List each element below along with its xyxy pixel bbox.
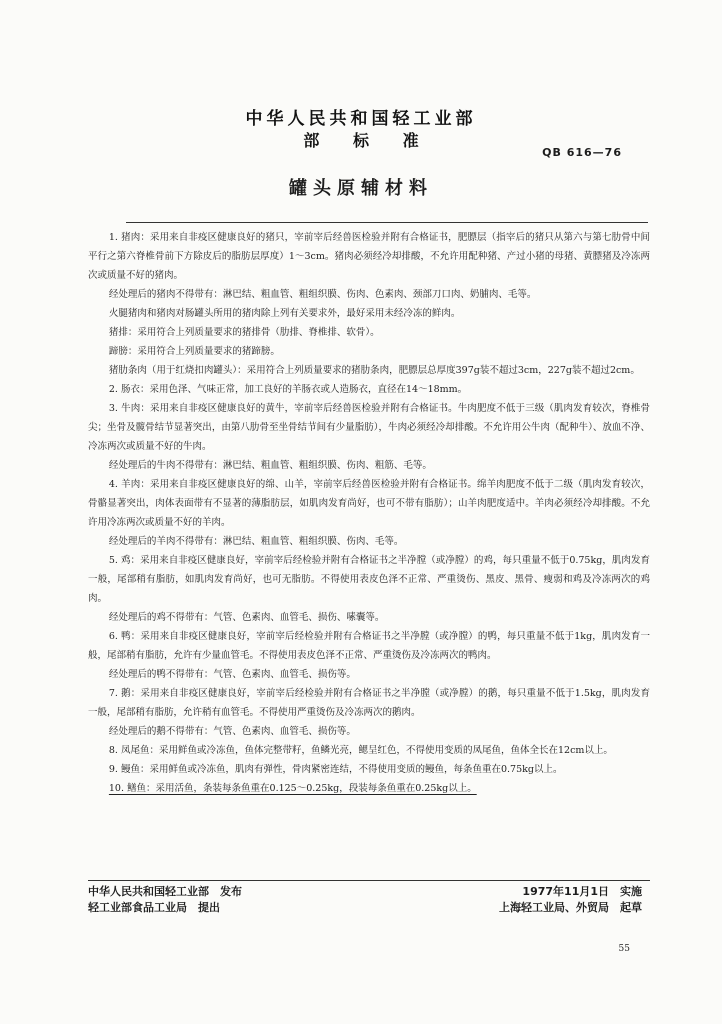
footer-right [499,884,642,916]
paragraph: 经处理后的牛肉不得带有：淋巴结、粗血管、粗组织膜、伤肉、粗筋、毛等。 [108,460,432,471]
paragraph-beef: 3. 牛肉：采用来自非疫区健康良好的黄牛，宰前宰后经兽医检验并附有合格证书。牛肉肥度不低于三级（肌肉发育较次，脊椎骨尖；坐骨及髋骨结节显著突出，由第八肋骨至坐骨结节间有少量脂肪），牛肉必须经冷却排酸。不允许用公牛肉（配种牛）、放血不净、冷冻两次或质量不好的牛肉。 [88,403,650,452]
top-divider [126,222,648,223]
paragraph: 猪肋条肉（用于红烧扣肉罐头）：采用符合上列质量要求的猪肋条肉，肥膘层总厚度397g装不超过3cm，227g装不超过2cm。 [108,365,640,376]
paragraph-duck: 6. 鸭：采用来自非疫区健康良好，宰前宰后经检验并附有合格证书之半净膛（或净膛）的鸭，每只重量不低于1kg，肌肉发育一般，尾部稍有脂肪，允许有少量血管毛。不得使用表皮色泽不正常、严重烫伤及冷冻两次的鸭肉。 [88,631,650,661]
page-number: 55 [618,944,630,954]
paragraph: 经处理后的鸭不得带有：气管、色素肉、血管毛、损伤等。 [108,669,356,680]
effective-date-line: 1977年11月1日 实施 [522,885,642,898]
paragraph: 猪排：采用符合上列质量要求的猪排骨（肋排、脊椎排、软骨）。 [108,327,380,338]
paragraph-goose: 7. 鹅：采用来自非疫区健康良好，宰前宰后经检验并附有合格证书之半净膛（或净膛）的鹅，每只重量不低于1.5kg，肌肉发育一般，尾部稍有脂肪，允许稍有血管毛。不得使用严重烫伤及冷冻两次的鹅肉。 [88,688,650,718]
paragraph-mutton: 4. 羊肉：采用来自非疫区健康良好的绵、山羊，宰前宰后经兽医检验并附有合格证书。绵羊肉肥度不低于二级（肌肉发育较次，骨骼显著突出，肉体表面带有不显著的薄脂肪层，如肌肉发育尚好，也可不带有脂肪）；山羊肉肥度适中。羊肉必须经冷却排酸。不允许用冷冻两次或质量不好的羊肉。 [88,479,650,528]
paragraph: 火腿猪肉和猪肉对肠罐头所用的猪肉除上列有关要求外，最好采用未经冷冻的鲜肉。 [108,308,461,319]
paragraph: 经处理后的鹅不得带有：气管、色素肉、血管毛、损伤等。 [108,726,356,737]
drafter-line: 上海轻工业局、外贸局 起草 [499,901,642,914]
document-title: 罐头原辅材料 [289,178,433,199]
document-body [88,228,650,798]
paragraph: 经处理后的猪肉不得带有：淋巴结、粗血管、粗组织膜、伤肉、色素肉、颈部刀口肉、奶脯肉、毛等。 [108,289,537,300]
publisher-line: 中华人民共和国轻工业部 发布 [88,885,242,898]
paragraph: 蹄膀：采用符合上列质量要求的猪蹄膀。 [108,346,280,357]
bottom-divider [88,880,650,881]
footer-left [88,884,242,916]
paragraph-anchovy: 8. 凤尾鱼：采用鲜鱼或冷冻鱼，鱼体完整带籽，鱼鳞光亮，鳃呈红色，不得使用变质的凤尾鱼，鱼体全长在12cm以上。 [108,745,613,756]
issuer-heading: 中华人民共和国轻工业部 [245,109,477,129]
paragraph: 经处理后的鸡不得带有：气管、色素肉、血管毛、损伤、嗉囊等。 [108,612,385,623]
standard-code: QB 616—76 [542,146,622,159]
paragraph-swamp-eel: 10. 鳝鱼：采用活鱼，条装每条鱼重在0.125～0.25kg，段装每条鱼重在0.25kg以上。 [108,783,477,794]
paragraph-pork: 1. 猪肉：采用来自非疫区健康良好的猪只，宰前宰后经兽医检验并附有合格证书，肥膘层（指宰后的猪只从第六与第七肋骨中间平行之第六脊椎骨前下方除皮后的脂肪层厚度）1～3cm。猪肉必须经冷却排酸，不允许用配种猪、产过小猪的母猪、黄膘猪及冷冻两次或质量不好的猪肉。 [88,232,650,281]
standard-type-heading: 部 标 准 [303,131,419,150]
proposer-line: 轻工业部食品工业局 提出 [88,901,220,914]
paragraph-eel: 9. 鳗鱼：采用鲜鱼或冷冻鱼，肌肉有弹性，骨肉紧密连结，不得使用变质的鳗鱼，每条鱼重在0.75kg以上。 [108,764,563,775]
paragraph-casing: 2. 肠衣：采用色泽、气味正常，加工良好的羊肠衣或人造肠衣，直径在14～18mm。 [108,384,468,395]
paragraph: 经处理后的羊肉不得带有：淋巴结、粗血管、粗组织膜、伤肉、毛等。 [108,536,404,547]
paragraph-chicken: 5. 鸡：采用来自非疫区健康良好，宰前宰后经检验并附有合格证书之半净膛（或净膛）的鸡，每只重量不低于0.75kg，肌肉发育一般，尾部稍有脂肪，如肌肉发育尚好，也可无脂肪。不得使用表皮色泽不正常、严重烫伤、黑皮、黑骨、瘦弱和鸡及冷冻两次的鸡肉。 [88,555,650,604]
